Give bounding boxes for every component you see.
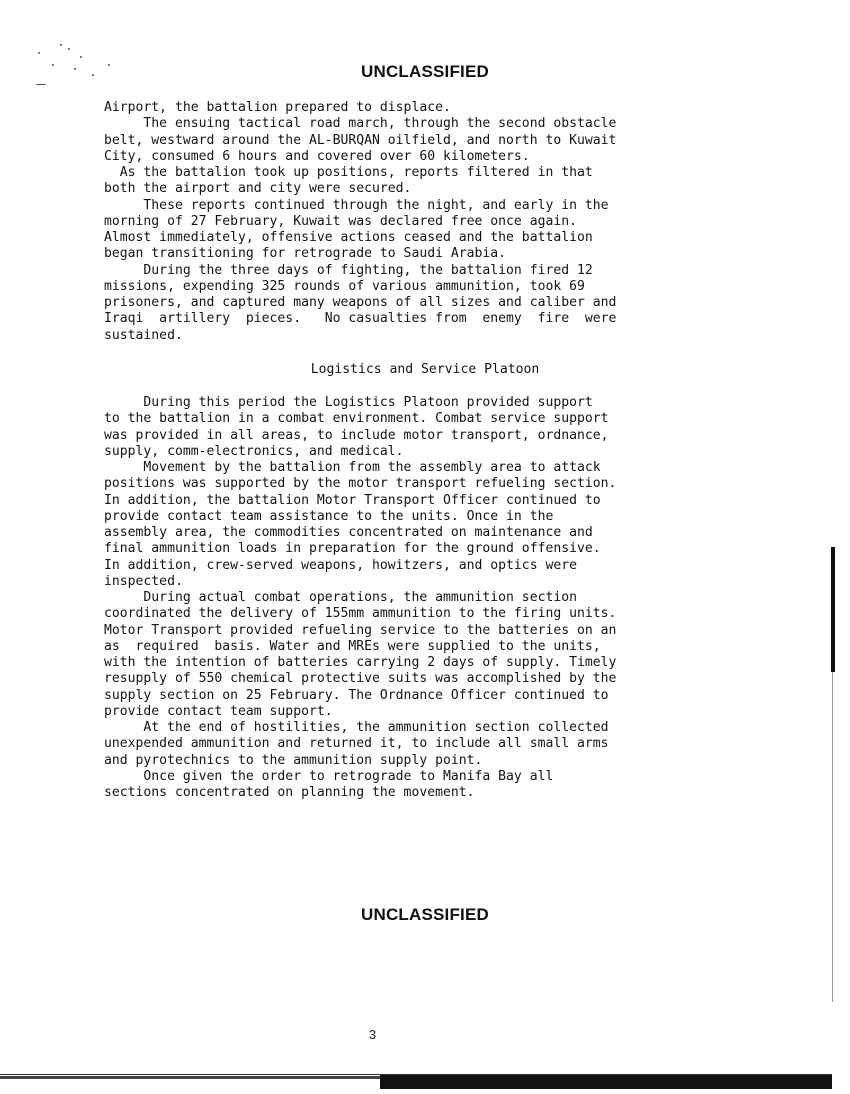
- text-line: supply section on 25 February. The Ordnance Officer continued to: [104, 687, 609, 703]
- text-line: coordinated the delivery of 155mm ammunition to the firing units.: [104, 606, 617, 622]
- text-line: At the end of hostilities, the ammunition section collected: [104, 720, 609, 735]
- text-line: Iraqi artillery pieces. No casualties from enemy fire were: [104, 311, 617, 327]
- text-line: Motor Transport provided refueling service to the batteries on an: [104, 622, 617, 638]
- text-line: The ensuing tactical road march, through the second obstacle: [104, 116, 617, 132]
- text-line: provide contact team assistance to the units. Once in the: [104, 508, 554, 524]
- text-line: belt, westward around the AL-BURQAN oilfield, and north to Kuwait: [104, 132, 617, 148]
- text-line: was provided in all areas, to include motor transport, ordnance,: [104, 427, 609, 443]
- text-line: Once given the order to retrograde to Manifa Bay all: [104, 768, 554, 784]
- text-line: These reports continued through the night, and early in the: [104, 197, 609, 213]
- text-line: sections concentrated on planning the movement.: [104, 785, 475, 800]
- section-heading: Logistics and Service Platoon: [310, 362, 540, 377]
- scan-edge-line: [832, 672, 833, 1002]
- body-text-top: [104, 100, 764, 344]
- text-line: City, consumed 6 hours and covered over 60 kilometers.: [104, 148, 530, 164]
- text-line: inspected.: [104, 573, 183, 589]
- text-line: both the airport and city were secured.: [104, 181, 412, 197]
- text-line: Almost immediately, offensive actions ceased and the battalion: [104, 230, 593, 245]
- text-line: with the intention of batteries carrying 2 days of supply. Timely: [104, 655, 617, 670]
- text-line: morning of 27 February, Kuwait was declared free once again.: [104, 213, 577, 229]
- text-line: In addition, the battalion Motor Transport Officer continued to: [104, 492, 601, 508]
- text-line: to the battalion in a combat environment. Combat service support: [104, 411, 609, 427]
- text-line: missions, expending 325 rounds of various ammunition, took 69: [104, 278, 585, 294]
- text-line: as required basis. Water and MREs were supplied to the units,: [104, 638, 601, 654]
- text-line: During the three days of fighting, the battalion fired 12: [104, 262, 593, 278]
- text-line: In addition, crew-served weapons, howitzers, and optics were: [104, 557, 577, 573]
- text-line: Movement by the battalion from the assembly area to attack: [104, 460, 601, 475]
- text-line: assembly area, the commodities concentrated on maintenance and: [104, 525, 593, 540]
- text-line: As the battalion took up positions, reports filtered in that: [104, 165, 593, 180]
- body-text-logistics: [104, 395, 764, 801]
- text-line: final ammunition loads in preparation for the ground offensive.: [104, 541, 601, 557]
- text-line: resupply of 550 chemical protective suits was accomplished by the: [104, 671, 617, 687]
- scan-bottom-band-right: [380, 1075, 832, 1089]
- text-line: sustained.: [104, 327, 183, 343]
- text-line: During this period the Logistics Platoon provided support: [104, 395, 593, 410]
- text-line: and pyrotechnics to the ammunition supply point.: [104, 752, 483, 768]
- scan-bottom-band-left: [0, 1076, 380, 1079]
- text-line: prisoners, and captured many weapons of all sizes and caliber and: [104, 295, 617, 310]
- text-line: During actual combat operations, the ammunition section: [104, 590, 577, 605]
- text-line: positions was supported by the motor transport refueling section.: [104, 476, 617, 492]
- text-line: provide contact team support.: [104, 703, 333, 719]
- scan-edge-bar: [831, 547, 835, 672]
- text-line: Airport, the battalion prepared to displace.: [104, 100, 451, 115]
- text-line: unexpended ammunition and returned it, to include all small arms: [104, 736, 609, 752]
- classification-header: UNCLASSIFIED: [360, 62, 490, 81]
- text-line: supply, comm-electronics, and medical.: [104, 443, 404, 459]
- text-line: began transitioning for retrograde to Saudi Arabia.: [104, 246, 507, 262]
- classification-footer: UNCLASSIFIED: [360, 905, 490, 924]
- page-number: 3: [368, 1027, 377, 1042]
